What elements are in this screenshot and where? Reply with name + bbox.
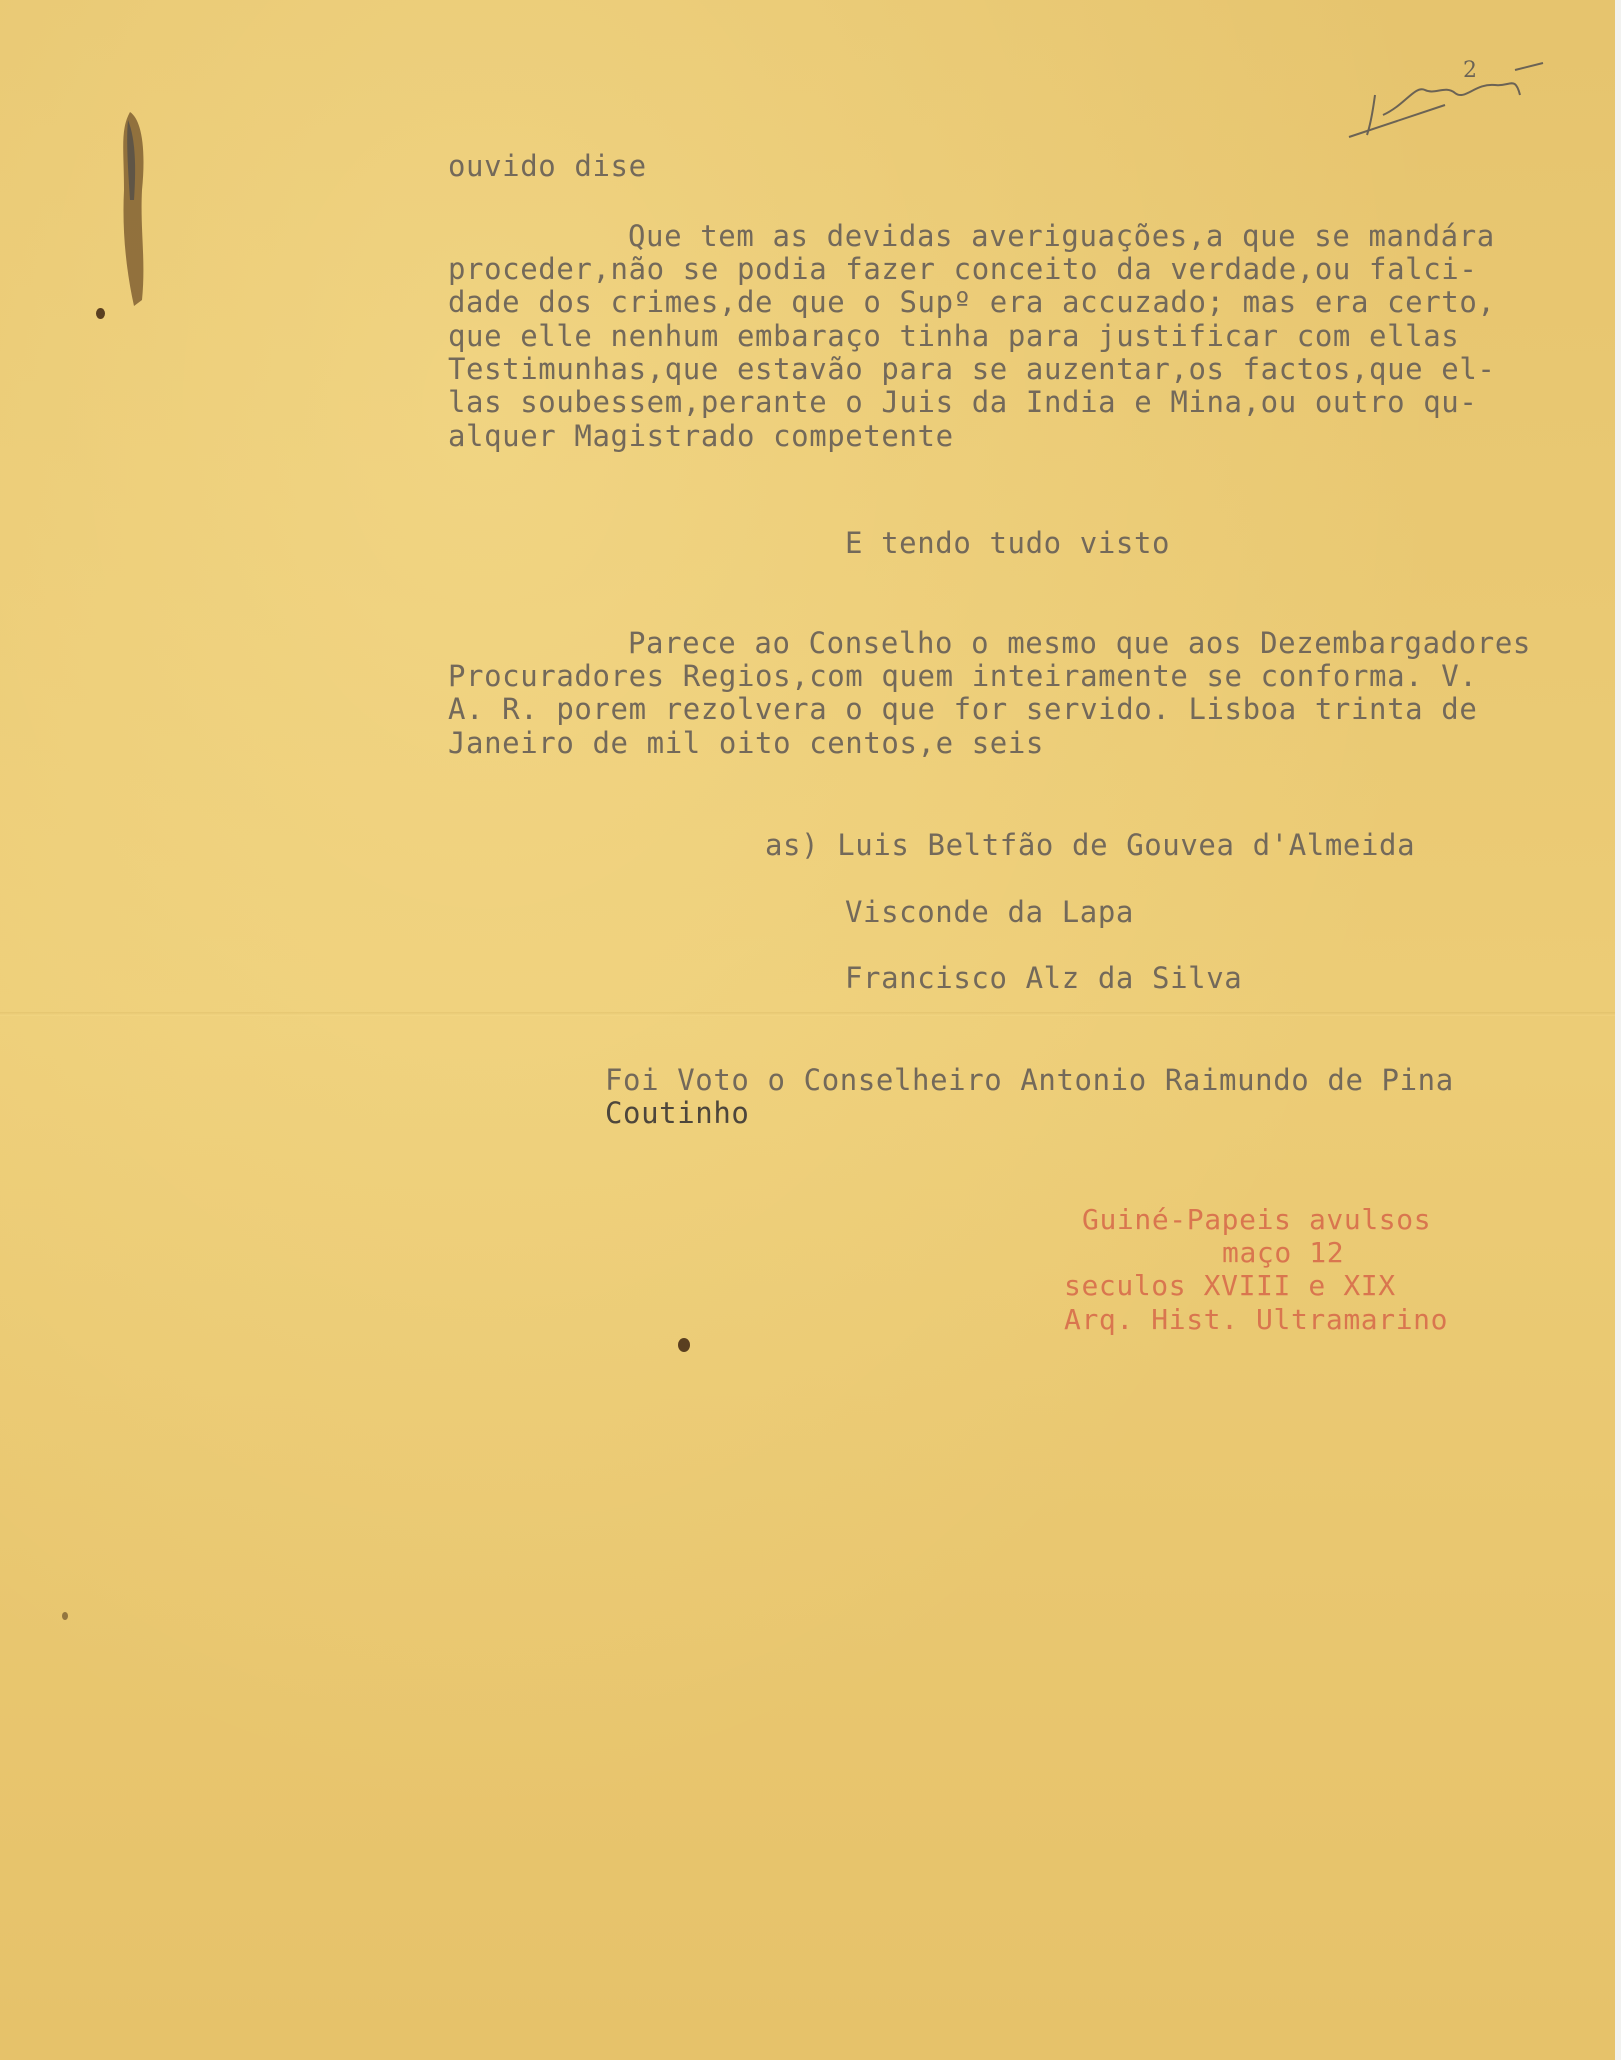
staple-stain — [112, 110, 156, 310]
paragraph1-line: dade dos crimes,de que o Supº era accuzado; mas era certo, — [448, 285, 1496, 319]
handwritten-number: 2 — [1463, 58, 1477, 83]
paragraph1-line: las soubessem,perante o Juis da India e Mina,ou outro qu- — [448, 385, 1478, 419]
fold-crease — [0, 1012, 1615, 1016]
signature-line: as) Luis Beltfão de Gouvea d'Almeida — [765, 828, 1416, 862]
archive-stamp-line: Guiné-Papeis avulsos — [1082, 1203, 1432, 1236]
archive-stamp-line: maço 12 — [1222, 1236, 1345, 1269]
signature-line: Visconde da Lapa — [845, 895, 1134, 929]
vote-line: Foi Voto o Conselheiro Antonio Raimundo de Pina — [605, 1063, 1454, 1097]
centered-line: E tendo tudo visto — [845, 526, 1171, 560]
ink-spot — [62, 1612, 68, 1620]
ink-spot — [678, 1338, 690, 1352]
paragraph1-line: alquer Magistrado competente — [448, 419, 954, 453]
paragraph2-line: Procuradores Regios,com quem inteiramente se conforma. V. — [448, 659, 1478, 693]
signature-line: Francisco Alz da Silva — [845, 961, 1243, 995]
paragraph1-line: que elle nenhum embaraço tinha para justificar com ellas — [448, 319, 1460, 353]
archive-stamp-line: seculos XVIII e XIX — [1064, 1269, 1396, 1302]
handwritten-annotation — [1345, 55, 1545, 145]
paragraph1-line: Que tem as devidas averiguações,a que se mandára — [628, 219, 1495, 253]
archive-stamp-line: Arq. Hist. Ultramarino — [1064, 1303, 1449, 1336]
paragraph2-line: Janeiro de mil oito centos,e seis — [448, 726, 1044, 760]
ink-spot — [96, 308, 105, 319]
vote-line: Coutinho — [605, 1096, 750, 1130]
paragraph2-line: Parece ao Conselho o mesmo que aos Dezembargadores — [628, 626, 1531, 660]
paragraph1-line: proceder,não se podia fazer conceito da verdade,ou falci- — [448, 252, 1478, 286]
paragraph2-line: A. R. porem rezolvera o que for servido. Lisboa trinta de — [448, 692, 1478, 726]
paragraph1-line: Testimunhas,que estavão para se auzentar,os factos,que el- — [448, 352, 1496, 386]
intro-text: ouvido dise — [448, 149, 647, 183]
